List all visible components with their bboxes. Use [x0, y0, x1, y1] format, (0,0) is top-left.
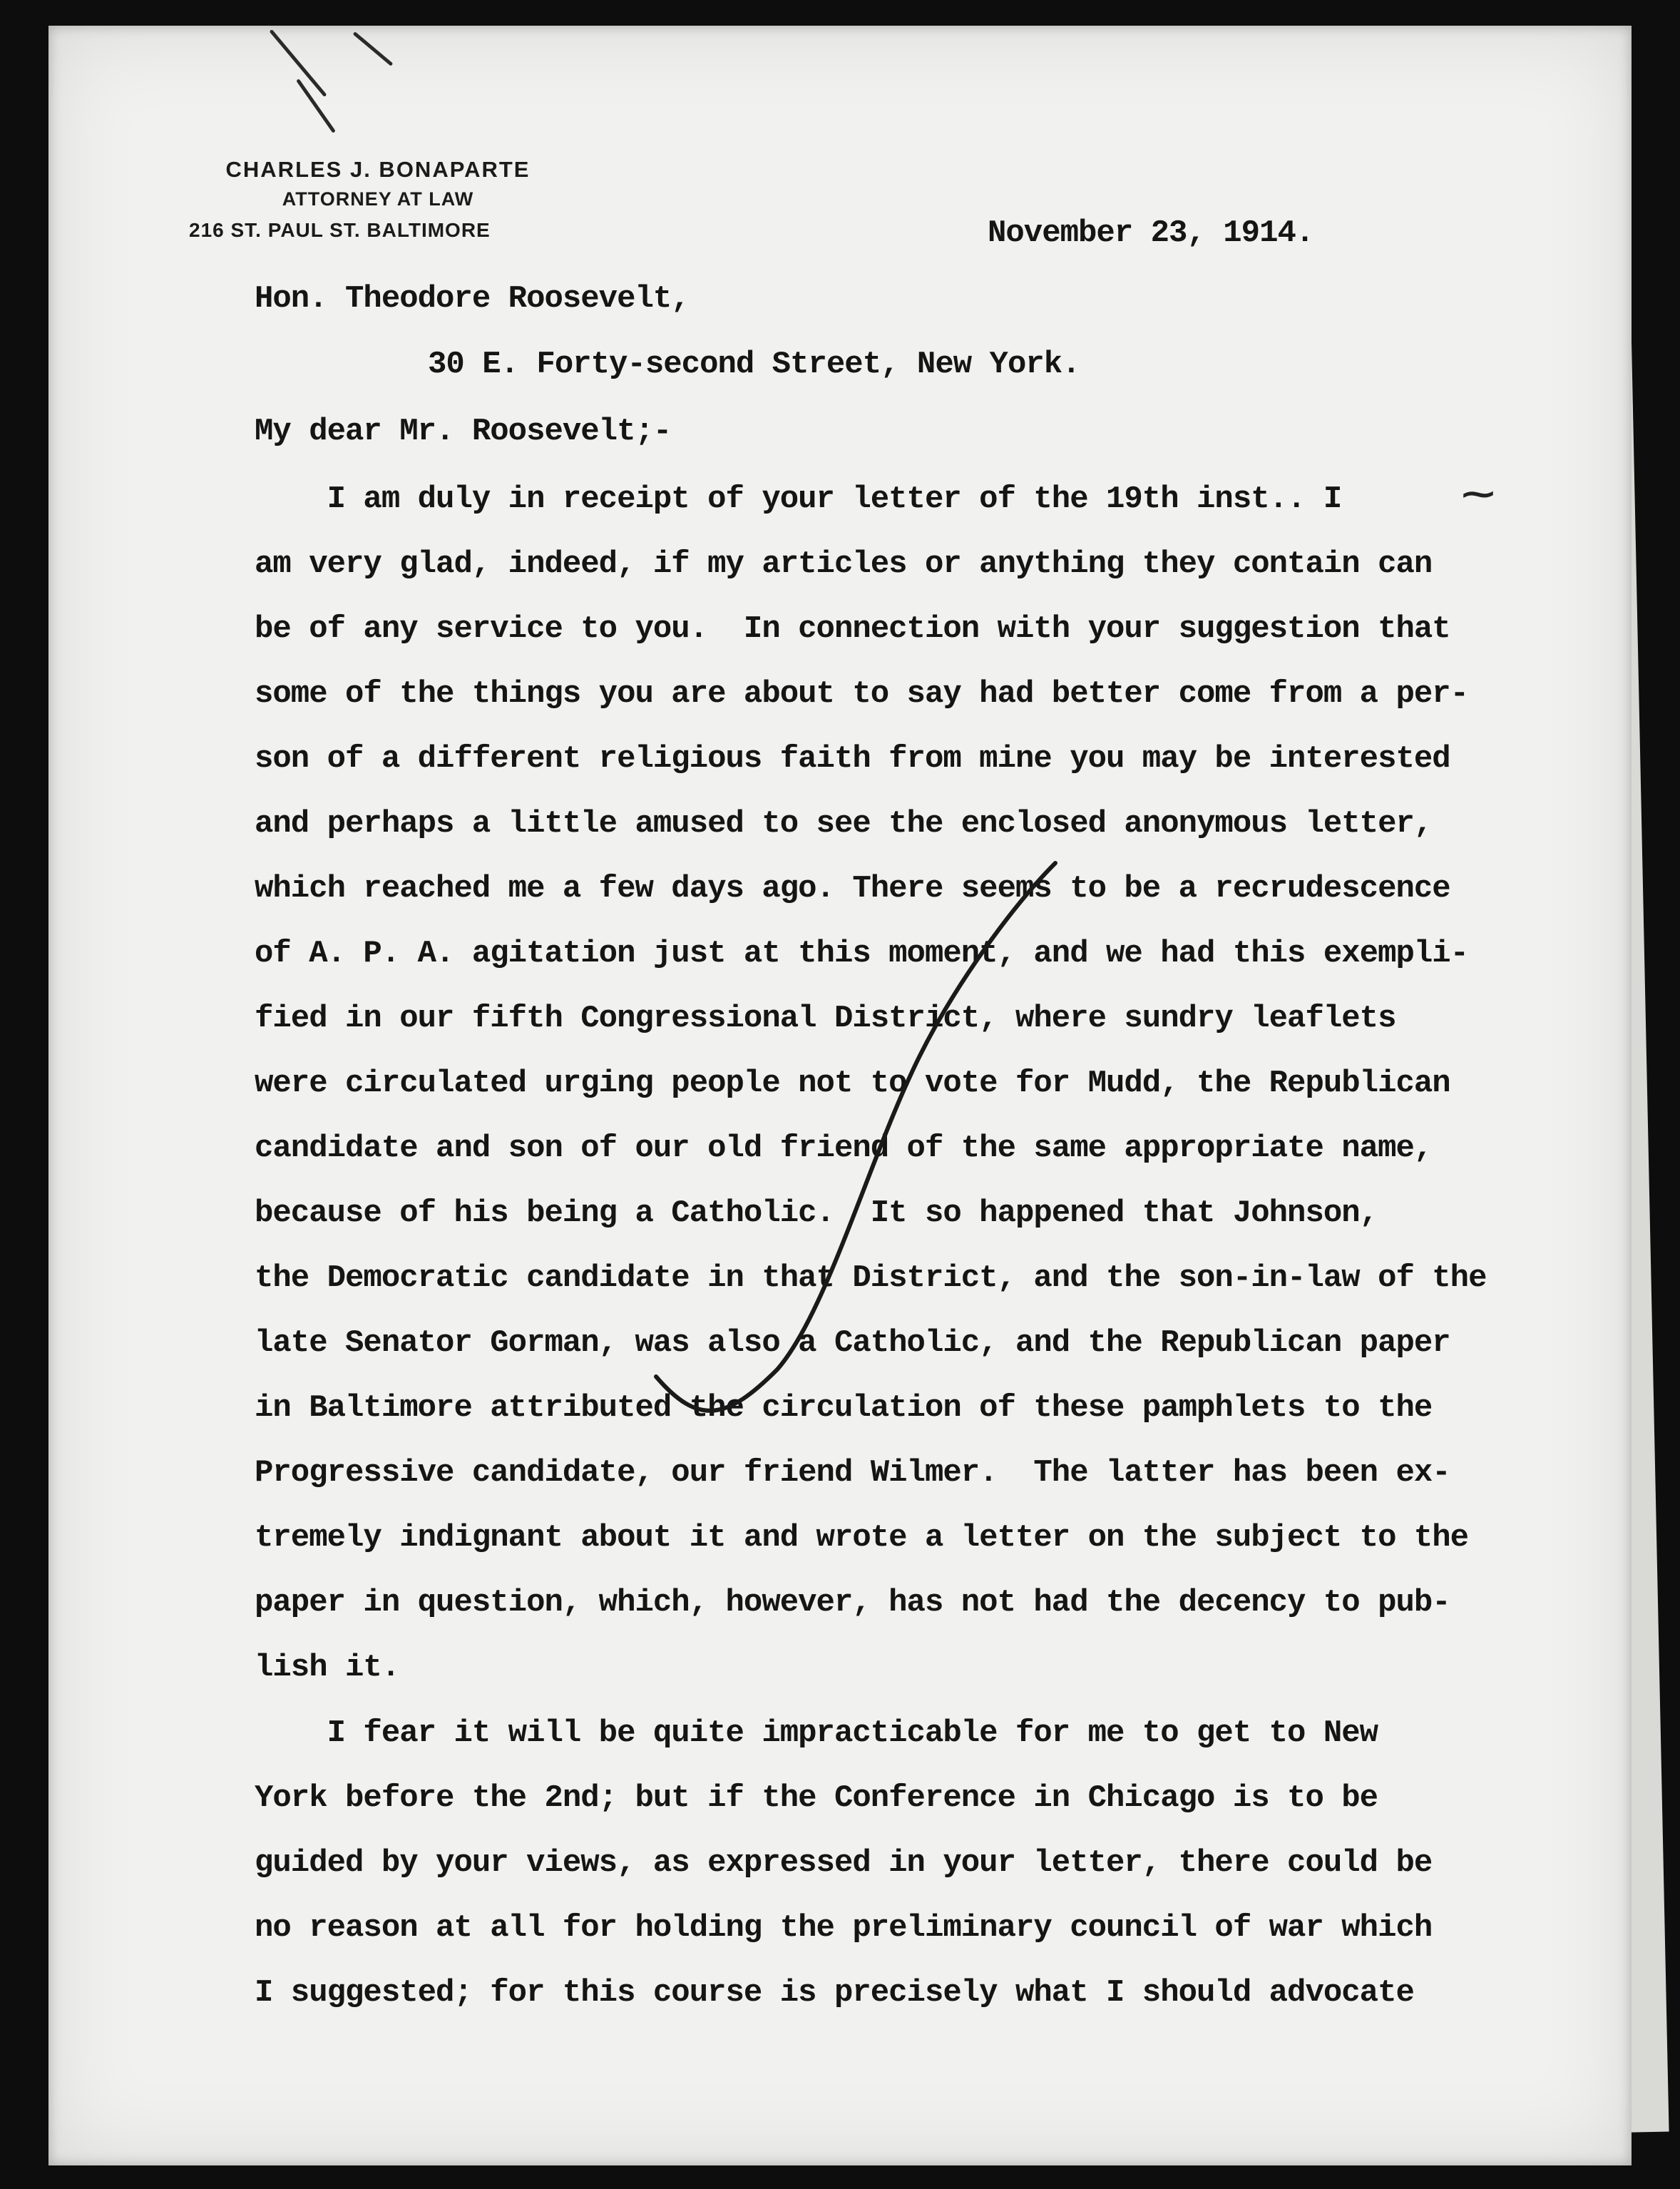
- body-line: guided by your views, as expressed in your letter, there could be: [255, 1845, 1433, 1881]
- scuff-mark: [353, 31, 394, 66]
- body-line: tremely indignant about it and wrote a letter on the subject to the: [255, 1520, 1469, 1556]
- body-line: the Democratic candidate in that District, and the son-in-law of the: [255, 1260, 1487, 1296]
- letterhead-address: 216 ST. PAUL ST. BALTIMORE: [189, 219, 491, 241]
- body-line: lish it.: [255, 1650, 400, 1685]
- body-line: I am duly in receipt of your letter of the 19th inst.. I: [255, 481, 1342, 517]
- body-line: and perhaps a little amused to see the enclosed anonymous letter,: [255, 806, 1433, 842]
- letterhead: [189, 157, 563, 242]
- body-line: fied in our fifth Congressional District, where sundry leaflets: [255, 1001, 1396, 1036]
- letterhead-name: CHARLES J. BONAPARTE: [225, 157, 531, 182]
- body-line: I suggested; for this course is precisely what I should advocate: [255, 1975, 1414, 2011]
- body-line: York before the 2nd; but if the Conference in Chicago is to be: [255, 1780, 1378, 1816]
- body-line: am very glad, indeed, if my articles or anything they contain can: [255, 546, 1433, 582]
- body-line: Progressive candidate, our friend Wilmer. The latter has been ex-: [255, 1455, 1450, 1491]
- margin-annotation-mark: ⁓: [1462, 474, 1495, 513]
- body-line: because of his being a Catholic. It so happened that Johnson,: [255, 1195, 1378, 1231]
- body-line: son of a different religious faith from mine you may be interested: [255, 741, 1450, 777]
- body-line: be of any service to you. In connection with your suggestion that: [255, 611, 1450, 647]
- body-line: which reached me a few days ago. There seems to be a recrudescence: [255, 871, 1450, 907]
- body-line: candidate and son of our old friend of the same appropriate name,: [255, 1131, 1433, 1166]
- body-line: no reason at all for holding the preliminary council of war which: [255, 1910, 1433, 1946]
- recipient-name: Hon. Theodore Roosevelt,: [255, 281, 690, 317]
- body-line: some of the things you are about to say had better come from a per-: [255, 676, 1469, 712]
- scuff-mark: [270, 29, 327, 97]
- salutation: My dear Mr. Roosevelt;-: [255, 414, 672, 449]
- body-line: late Senator Gorman, was also a Catholic, and the Republican paper: [255, 1325, 1450, 1361]
- check-mark-annotation: [613, 856, 1070, 1455]
- recipient-address: 30 E. Forty-second Street, New York.: [428, 347, 1080, 382]
- body-line: in Baltimore attributed the circulation of these pamphlets to the: [255, 1390, 1433, 1426]
- body-line: of A. P. A. agitation just at this moment, and we had this exempli-: [255, 936, 1469, 971]
- letterhead-title: ATTORNEY AT LAW: [282, 188, 474, 210]
- body-line: were circulated urging people not to vote for Mudd, the Republican: [255, 1066, 1450, 1101]
- body-line: I fear it will be quite impracticable for me to get to New: [255, 1715, 1378, 1751]
- letter-date: November 23, 1914.: [988, 215, 1314, 251]
- body-line: paper in question, which, however, has not had the decency to pub-: [255, 1585, 1450, 1621]
